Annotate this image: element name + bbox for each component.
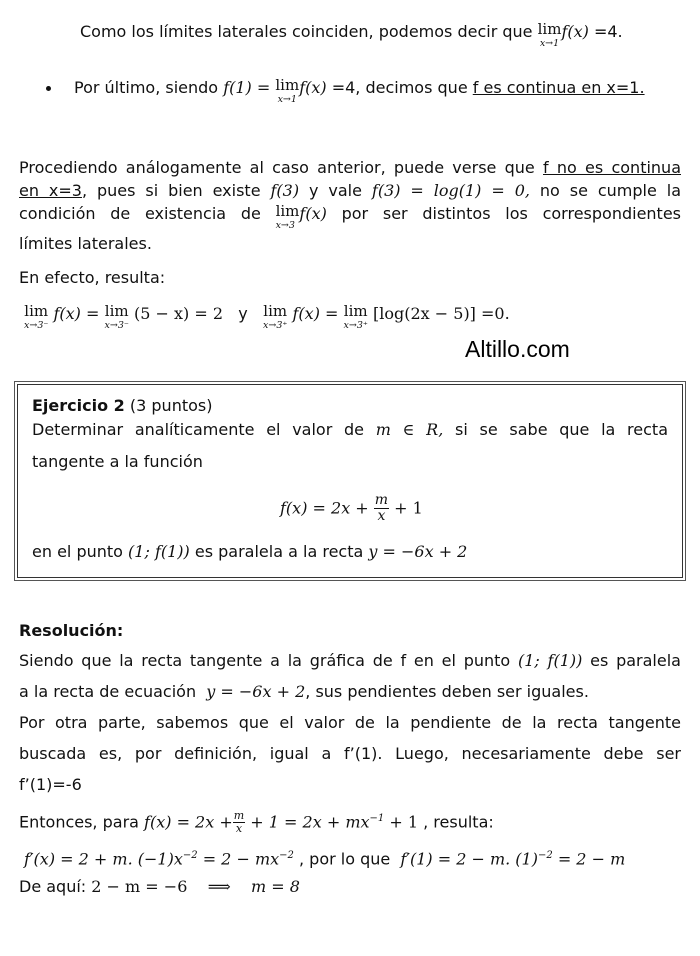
limit-expression: lim x→1: [275, 76, 300, 105]
resolution-line-3: Por otra parte, sabemos que el valor de la pendiente de la recta tangente: [19, 713, 681, 732]
watermark-logo: Altillo.com: [465, 336, 570, 362]
resolution-line-6: Entonces, para f(x) = 2x + $\frac{m}{x}$ + $1 = 2x + mx^{-1} + 1$ , resulta:: [19, 809, 494, 836]
exercise-line-1: Determinar analíticamente el valor de m ∈ R, si se sabe que la recta: [32, 420, 669, 439]
fraction: $\frac{m}{x}$: [374, 492, 389, 525]
paragraph-3-line-2: en x=3, pues si bien existe f(3) y vale f(3) = log(1) = 0, no se cumple la: [19, 181, 682, 200]
limit-expression: lim x→1: [537, 20, 562, 49]
exercise-function: f(x) = 2x + $\frac{m}{x}$ + 1: [280, 492, 423, 525]
paragraph-3-line-1: Procediendo análogamente al caso anterior, puede verse que f no es continua: [19, 158, 681, 177]
paragraph-2: Por último, siendo f(1) = lim x→1 f(x) =4, decimos que f es continua en x=1.: [74, 76, 645, 105]
exercise-title: Ejercicio 2 (3 puntos): [32, 396, 213, 415]
resolution-line-5: f’(1)=-6: [19, 775, 82, 794]
paragraph-3-line-4: límites laterales.: [19, 234, 152, 253]
resolution-line-2: a la recta de ecuación y = −6x + 2, sus pendientes deben ser iguales.: [19, 682, 589, 701]
exercise-box: [17, 384, 683, 578]
paragraph-3-line-5: En efecto, resulta:: [19, 268, 166, 287]
bullet-icon: [46, 86, 51, 91]
conclusion-text: f es continua en x=1.: [472, 78, 645, 98]
limit-right-2: lim x→3⁺: [343, 302, 368, 331]
paragraph-1: Como los límites laterales coinciden, podemos decir que lim x→1 f(x) =4.: [80, 20, 623, 49]
limit-left-2: lim x→3⁻: [104, 302, 129, 331]
limit-right-1: lim x→3⁺: [263, 302, 288, 331]
exercise-line-4: en el punto (1; f(1)) es paralela a la recta y = −6x + 2: [32, 542, 468, 561]
resolution-title: Resolución:: [19, 621, 124, 640]
resolution-line-4: buscada es, por definición, igual a f’(1). Luego, necesariamente debe ser: [19, 744, 681, 763]
fraction: $\frac{m}{x}$: [233, 809, 245, 836]
limit-left-1: lim x→3⁻: [24, 302, 49, 331]
resolution-line-8: De aquí: 2 − m = −6 ⟹ m = 8: [19, 877, 300, 896]
exercise-line-2: tangente a la función: [32, 452, 203, 471]
paragraph-3-line-3: condición de existencia de lim x→3 f(x) por ser distintos los correspondientes: [19, 202, 682, 231]
limits-equation: lim x→3⁻ f(x) = lim x→3⁻ (5 − x) = 2 y lim x→3⁺ f(x) = lim x→3⁺ [log(2x − 5)] =0.: [24, 302, 510, 331]
implies-arrow: ⟹: [207, 877, 231, 896]
resolution-line-1: Siendo que la recta tangente a la gráfica de f en el punto (1; f(1)) es paralela: [19, 651, 681, 670]
resolution-line-7: f′(x) = 2 + m. $(-1)x^{-2} = 2 - mx^{-2}$ , por lo que f′(1) = 2 − m. $(1)^{-2} = 2 - m$: [24, 849, 626, 869]
